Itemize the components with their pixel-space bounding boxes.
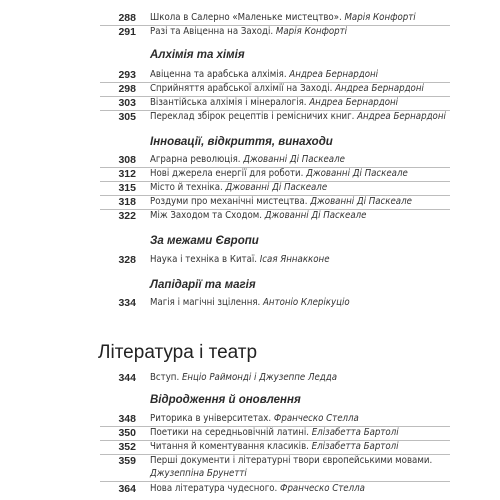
entry-title: Місто й техніка. Джованні Ді Паскеале	[150, 182, 328, 193]
toc-entry	[0, 253, 500, 267]
page-number: 288	[118, 12, 136, 24]
entry-author: Андреа Бернардоні	[309, 97, 399, 108]
toc-entry	[0, 82, 500, 96]
toc-entry	[0, 25, 500, 39]
entry-author: Енціо Раймонді і Джузеппе Ледда	[181, 372, 338, 383]
section-title: Алхімія та хімія	[150, 49, 245, 61]
toc-entry	[0, 96, 500, 110]
page-number: 359	[118, 455, 136, 467]
toc-entry	[0, 209, 500, 223]
entry-author: Марія Конфорті	[344, 12, 416, 23]
toc-entry	[0, 195, 500, 209]
entry-author: Елізабетта Бартолі	[311, 441, 399, 452]
toc-entry	[0, 426, 500, 440]
entry-title: Нові джерела енергії для роботи. Джованні Ді Паскеале	[150, 168, 408, 179]
entry-title: Авіценна та арабська алхімія. Андреа Бернардоні	[150, 69, 379, 80]
page-number: 318	[118, 196, 136, 208]
entry-author: Ісая Яннакконе	[259, 254, 330, 265]
page-number: 308	[118, 154, 136, 166]
entry-title: Риторика в університетах. Франческо Стелла	[150, 413, 359, 424]
page-number: 328	[118, 254, 136, 266]
entry-title: Аграрна революція. Джованні Ді Паскеале	[150, 154, 345, 165]
page-number: 315	[118, 182, 136, 194]
entry-title: Нова література чудесного. Франческо Стелла	[150, 483, 365, 494]
section-title: Інновації, відкриття, винаходи	[150, 136, 333, 148]
section-title: За межами Європи	[150, 235, 259, 247]
toc-entry	[0, 371, 500, 385]
entry-title: Роздуми про механічні мистецтва. Джованні Ді Паскеале	[150, 196, 412, 207]
toc-entry	[0, 454, 500, 480]
entry-title: Сприйняття арабської алхімії на Заході. Андреа Бернардоні	[150, 83, 424, 94]
page-number: 322	[118, 210, 136, 222]
page-number: 352	[118, 441, 136, 453]
entry-title: Перші документи і літературні твори європейськими мовами. Джузеппіна Брунетті	[150, 455, 433, 479]
page-number: 298	[118, 83, 136, 95]
entry-title: Читання й коментування класиків. Елізабетта Бартолі	[150, 441, 399, 452]
page-number: 312	[118, 168, 136, 180]
page-number: 350	[118, 427, 136, 439]
entry-author: Андреа Бернардоні	[335, 83, 424, 94]
entry-title: Переклад збірок рецептів і ремісничих книг. Андреа Бернардоні	[150, 111, 446, 122]
toc-entry	[0, 440, 500, 454]
toc-entry	[0, 181, 500, 195]
entry-author: Франческо Стелла	[280, 483, 365, 494]
entry-title: Школа в Салерно «Маленьке мистецтво». Марія Конфорті	[150, 12, 416, 23]
page-number: 334	[118, 297, 136, 309]
entry-author: Марія Конфорті	[275, 26, 348, 37]
entry-author: Джузеппіна Брунетті	[150, 468, 247, 479]
entry-title: Між Заходом та Сходом. Джованні Ді Паскеале	[150, 210, 367, 221]
part-title: Література і театр	[98, 342, 258, 363]
page-number: 305	[118, 111, 136, 123]
section-title: Лапідарії та магія	[150, 279, 256, 291]
entry-author: Джованні Ді Паскеале	[243, 154, 345, 165]
entry-author: Джованні Ді Паскеале	[306, 168, 408, 179]
entry-author: Франческо Стелла	[273, 413, 359, 424]
page-number: 291	[118, 26, 136, 38]
page-number: 348	[118, 413, 136, 425]
toc-entry	[0, 412, 500, 426]
entry-title: Поетики на середньовічній латині. Елізабетта Бартолі	[150, 427, 399, 438]
toc-entry	[0, 11, 500, 25]
section-title: Відродження й оновлення	[150, 394, 301, 406]
entry-title: Наука і техніка в Китаї. Ісая Яннакконе	[150, 254, 330, 265]
toc-entry	[0, 167, 500, 181]
entry-title: Магія і магічні зцілення. Антоніо Клерікуціо	[150, 297, 350, 308]
entry-author: Елізабетта Бартолі	[311, 427, 399, 438]
toc-entry	[0, 482, 500, 496]
toc-entry	[0, 68, 500, 82]
entry-author: Джованні Ді Паскеале	[225, 182, 328, 193]
entry-author: Антоніо Клерікуціо	[263, 297, 350, 308]
toc-entry	[0, 296, 500, 310]
toc-entry	[0, 110, 500, 124]
page-number: 293	[118, 69, 136, 81]
page-number: 303	[118, 97, 136, 109]
page-number: 364	[118, 483, 136, 495]
entry-title: Разі та Авіценна на Заході. Марія Конфорті	[150, 26, 348, 37]
entry-author: Андреа Бернардоні	[289, 69, 379, 80]
page-number: 344	[118, 372, 136, 384]
entry-author: Джованні Ді Паскеале	[264, 210, 367, 221]
entry-author: Джованні Ді Паскеале	[310, 196, 412, 207]
entry-author: Андреа Бернардоні	[357, 111, 446, 122]
entry-title: Візантійська алхімія і мінералогія. Андреа Бернардоні	[150, 97, 399, 108]
entry-title: Вступ. Енціо Раймонді і Джузеппе Ледда	[150, 372, 338, 383]
toc-entry	[0, 153, 500, 167]
